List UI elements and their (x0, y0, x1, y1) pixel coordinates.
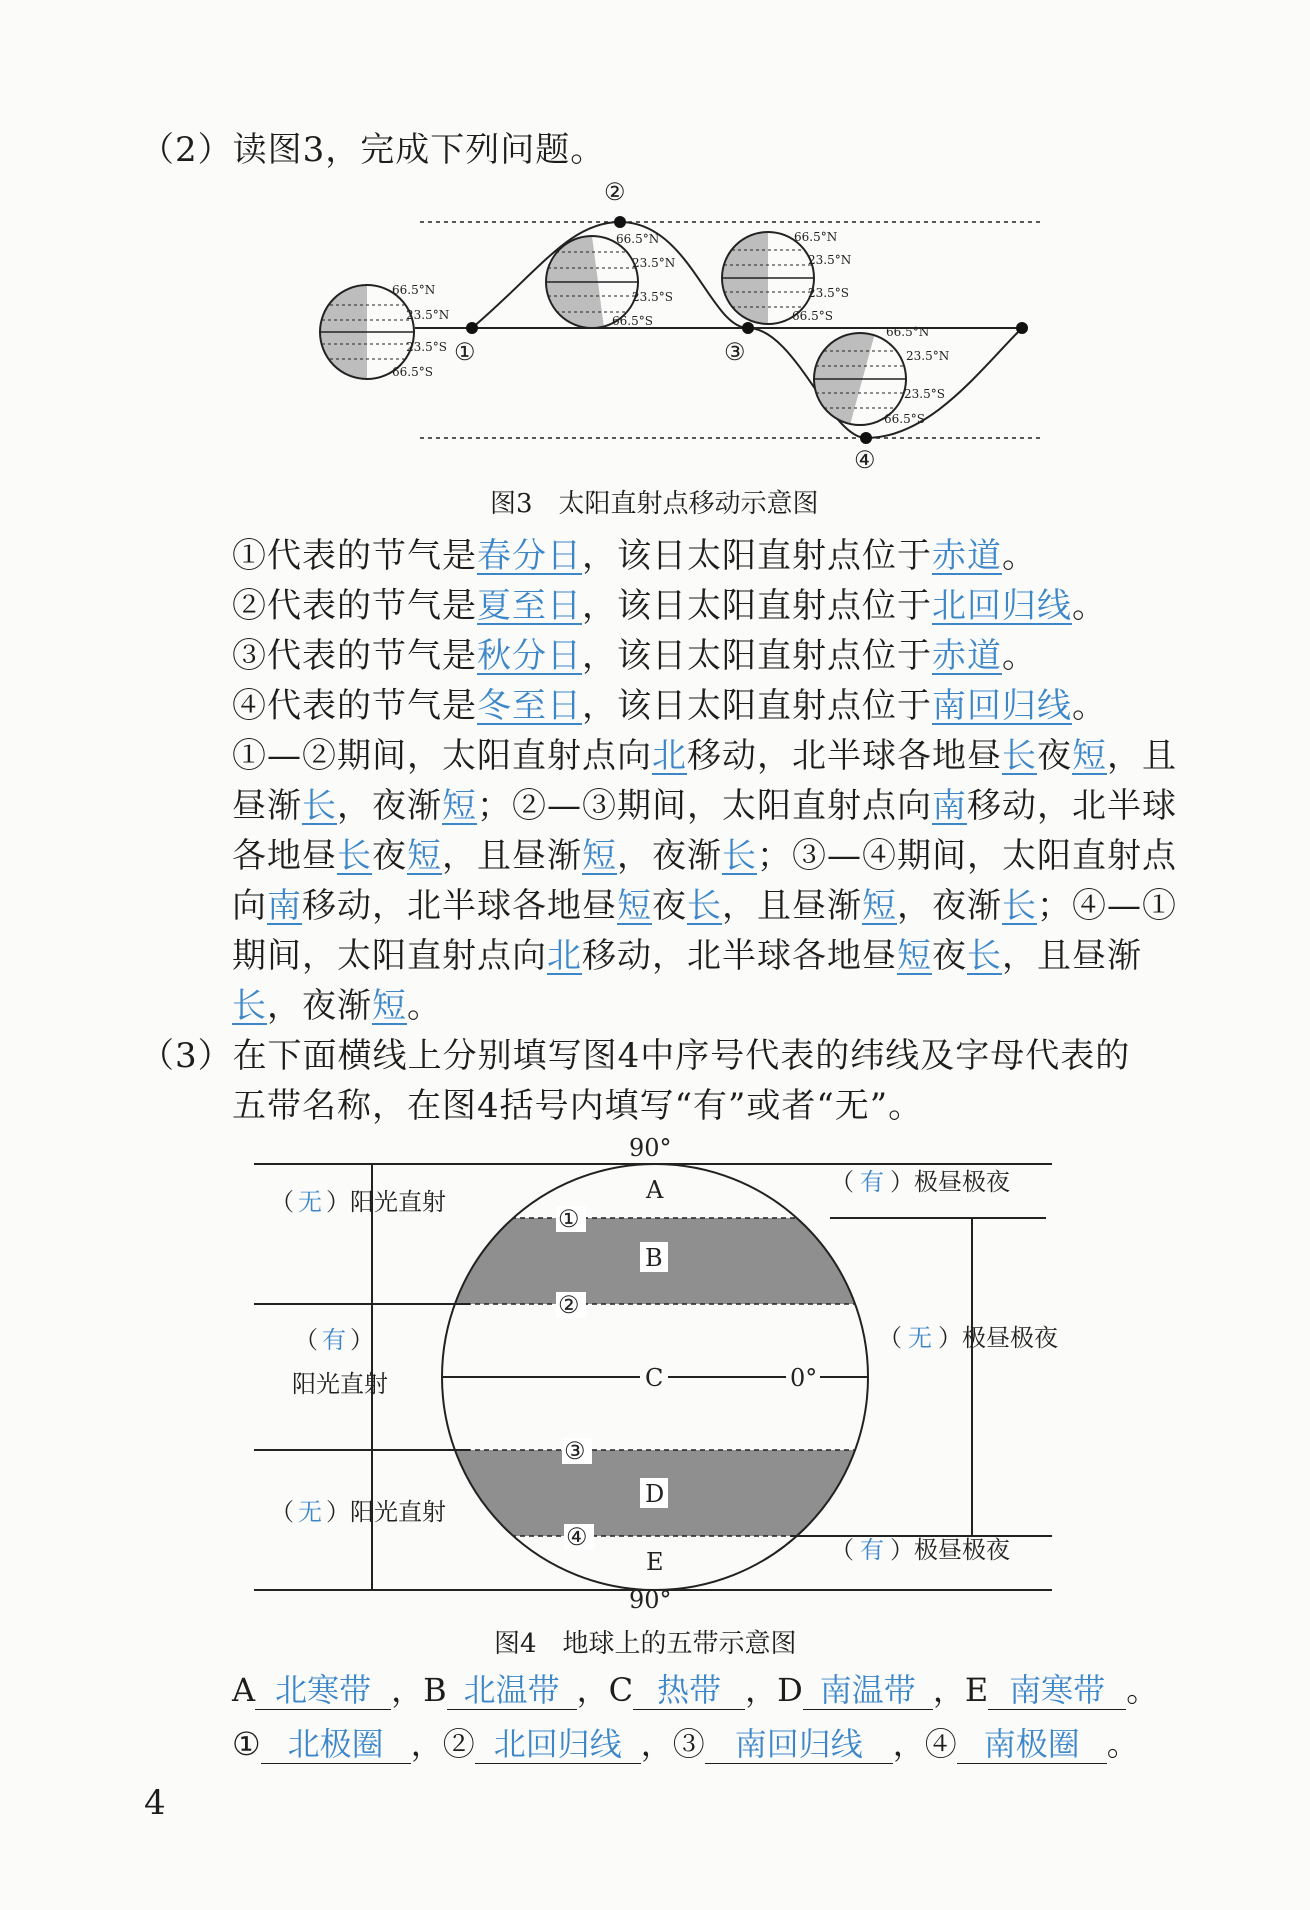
line-3-label: ③ (564, 1437, 586, 1465)
point-4-label: ④ (854, 446, 876, 474)
point-1-label: ① (454, 338, 476, 366)
top-90-label: 90° (629, 1134, 672, 1162)
svg-text:23.5°N: 23.5°N (808, 253, 852, 267)
figure-4-caption: 图4 地球上的五带示意图 (494, 1629, 797, 1659)
figure-3-sun-path-diagram (0, 170, 1310, 650)
svg-text:66.5°S: 66.5°S (612, 314, 653, 328)
svg-text:66.5°S: 66.5°S (392, 365, 433, 379)
zone-c-label: C (645, 1364, 664, 1392)
zone-b-label: B (645, 1244, 663, 1272)
zone-e-label: E (646, 1548, 664, 1576)
q2-row-2: ②代表的节气是夏至日，该日太阳直射点位于北回归线。 (232, 586, 1107, 626)
left-mid-text-label: 阳光直射 (292, 1370, 388, 1398)
left-top-label: （ 无 ）阳光直射 (270, 1188, 446, 1216)
svg-text:23.5°S: 23.5°S (904, 387, 945, 401)
q2-para-line-5: 期间，太阳直射点向北移动，北半球各地昼短夜长，且昼渐 (232, 936, 1142, 976)
q2-row-1: ①代表的节气是春分日，该日太阳直射点位于赤道。 (232, 536, 1037, 576)
line-4-label: ④ (566, 1523, 588, 1551)
svg-text:23.5°S: 23.5°S (406, 340, 447, 354)
svg-text:23.5°S: 23.5°S (632, 290, 673, 304)
q2-intro: （2）读图3，完成下列问题。 (140, 130, 606, 170)
left-mid-bracket-label: （ 有 ） (294, 1326, 374, 1354)
figure-4-five-zones-diagram (0, 1130, 1310, 1610)
svg-text:66.5°N: 66.5°N (794, 230, 838, 244)
line-1-label: ① (558, 1205, 580, 1233)
zones-answer-line: A 北寒带 ，B 北温带 ，C 热带 ，D 南温带 ，E 南寒带 。 (232, 1671, 1159, 1709)
q3-intro-line-2: 五带名称，在图4括号内填写“有”或者“无”。 (232, 1086, 924, 1126)
svg-text:66.5°N: 66.5°N (616, 232, 660, 246)
q3-intro-line-1: （3）在下面横线上分别填写图4中序号代表的纬线及字母代表的 (140, 1036, 1131, 1076)
q2-para-line-1: ①—②期间，太阳直射点向北移动，北半球各地昼长夜短，且 (232, 736, 1177, 776)
globe-4 (814, 325, 949, 426)
svg-text:66.5°S: 66.5°S (792, 309, 833, 323)
right-top-label: （ 有 ）极昼极夜 (830, 1168, 1010, 1196)
q2-row-4: ④代表的节气是冬至日，该日太阳直射点位于南回归线。 (232, 686, 1107, 726)
bottom-90-label: 90° (629, 1586, 672, 1610)
q2-para-line-4: 向南移动，北半球各地昼短夜长，且昼渐短，夜渐长；④—① (232, 886, 1177, 926)
svg-text:23.5°N: 23.5°N (406, 308, 450, 322)
point-2-label: ② (604, 178, 626, 206)
svg-text:66.5°N: 66.5°N (886, 325, 930, 339)
latitude-lines-answer-line: ① 北极圈 ，② 北回归线 ，③ 南回归线 ，④ 南极圈 。 (232, 1725, 1139, 1763)
left-bottom-label: （ 无 ）阳光直射 (270, 1498, 446, 1526)
page-number: 4 (144, 1783, 166, 1823)
right-mid-label: （ 无 ）极昼极夜 (878, 1324, 1058, 1352)
zone-d-label: D (645, 1480, 665, 1508)
svg-text:66.5°S: 66.5°S (884, 412, 925, 426)
q2-para-line-2: 昼渐长，夜渐短；②—③期间，太阳直射点向南移动，北半球 (232, 786, 1177, 826)
globe-1 (320, 283, 449, 379)
figure-3-caption: 图3 太阳直射点移动示意图 (490, 489, 819, 519)
svg-text:66.5°N: 66.5°N (392, 283, 436, 297)
q2-row-3: ③代表的节气是秋分日，该日太阳直射点位于赤道。 (232, 636, 1037, 676)
right-bottom-label: （ 有 ）极昼极夜 (830, 1536, 1010, 1564)
svg-text:23.5°N: 23.5°N (632, 256, 676, 270)
svg-text:23.5°N: 23.5°N (906, 349, 950, 363)
globe-3 (722, 230, 851, 324)
zone-a-label: A (646, 1176, 664, 1204)
q2-para-line-6: 长，夜渐短。 (232, 986, 442, 1026)
globe-2 (546, 232, 675, 328)
line-2-label: ② (558, 1291, 580, 1319)
equator-0-label: 0° (790, 1364, 818, 1392)
q2-para-line-3: 各地昼长夜短，且昼渐短，夜渐长；③—④期间，太阳直射点 (232, 836, 1177, 876)
point-3-label: ③ (724, 338, 746, 366)
svg-text:23.5°S: 23.5°S (808, 286, 849, 300)
